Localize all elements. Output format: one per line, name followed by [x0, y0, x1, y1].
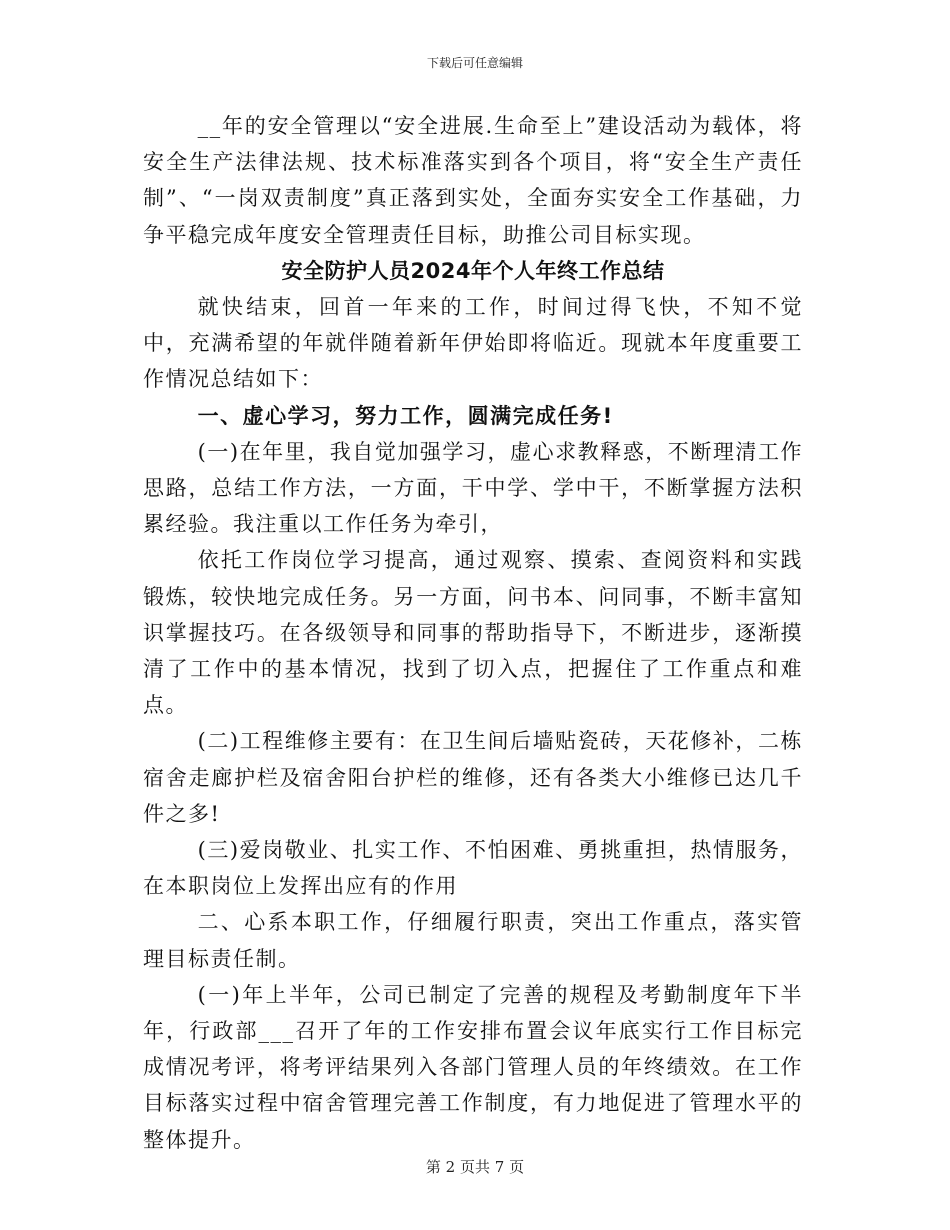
- section-heading-2: 二、心系本职工作，仔细履行职责，突出工作重点，落实管理目标责任制。: [143, 910, 803, 971]
- paragraph-management: (一)年上半年，公司已制定了完善的规程及考勤制度年下半年，行政部___召开了年的工作安排布置会议年底实行工作目标完成情况考评，将考评结果列入各部门管理人员的年终绩效。在工作目标落实过程中宿舍管理完善工作制度，有力地促进了管理水平的整体提升。: [143, 982, 803, 1152]
- page-footer: 第 2 页共 7 页: [425, 1158, 525, 1176]
- opening-paragraph: 就快结束，回首一年来的工作，时间过得飞快，不知不觉中，充满希望的年就伴随着新年伊始即将临近。现就本年度重要工作情况总结如下：: [143, 295, 803, 392]
- page-header: 下载后可任意编辑: [426, 56, 523, 70]
- section-heading-1: 一、虚心学习，努力工作，圆满完成任务!: [197, 403, 614, 428]
- paragraph-practice: 依托工作岗位学习提高，通过观察、摸索、查阅资料和实践锻炼，较快地完成任务。另一方面，问书本、问同事，不断丰富知识掌握技巧。在各级领导和同事的帮助指导下，不断进步，逐渐摸清了工作中的基本情况，找到了切入点，把握住了工作重点和难点。: [143, 548, 803, 718]
- paragraph-dedication: (三)爱岗敬业、扎实工作、不怕困难、勇挑重担，热情服务，在本职岗位上发挥出应有的作用: [143, 838, 803, 899]
- paragraph-study: (一)在年里，我自觉加强学习，虚心求教释惑，不断理清工作思路，总结工作方法，一方面，干中学、学中干，不断掌握方法积累经验。我注重以工作任务为牵引，: [143, 439, 803, 537]
- document-body: [143, 108, 803, 1158]
- paragraph-maintenance: (二)工程维修主要有：在卫生间后墙贴瓷砖，天花修补，二栋宿舍走廊护栏及宿舍阳台护栏的维修，还有各类大小维修已达几千件之多!: [143, 729, 803, 826]
- document-title: 安全防护人员2024年个人年终工作总结: [281, 258, 665, 283]
- intro-paragraph: __年的安全管理以“安全进展.生命至上”建设活动为载体，将安全生产法律法规、技术标准落实到各个项目，将“安全生产责任制”、“一岗双责制度”真正落到实处，全面夯实安全工作基础，力争平稳完成年度安全管理责任目标，助推公司目标实现。: [143, 114, 803, 247]
